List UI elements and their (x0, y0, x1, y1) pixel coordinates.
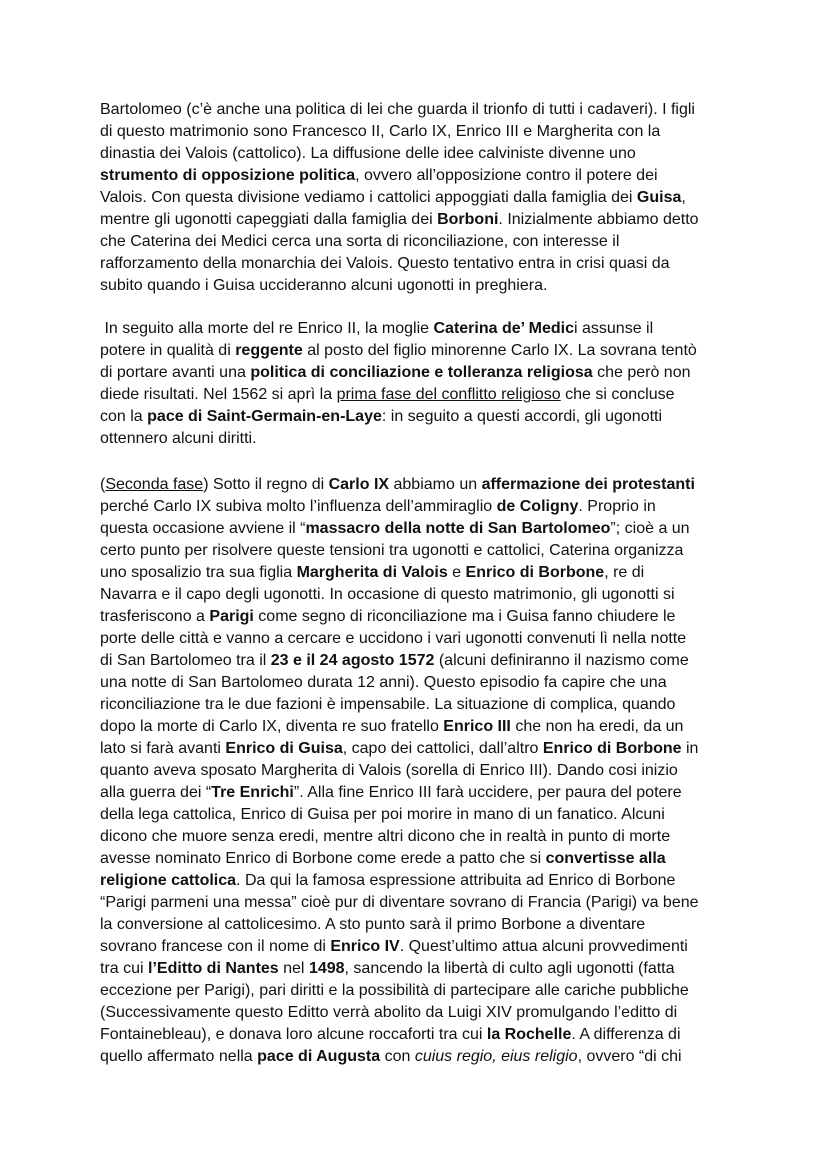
text-line (100, 584, 740, 606)
paragraph-valois-guisa-borboni (100, 99, 740, 297)
text-run: potere in qualità di (100, 342, 236, 359)
text-run: , re di (604, 564, 645, 581)
text-run: quanto aveva sposato Margherita di Valois (sorella di Enrico III). Dando cosi inizio (100, 762, 678, 779)
bold-text: religione cattolica (100, 872, 237, 889)
text-line (100, 738, 740, 760)
text-line (100, 209, 740, 231)
text-line (100, 428, 740, 450)
text-line (100, 1024, 740, 1046)
text-run: eccezione per Parigi), pari diritti e la possibilità di partecipare alle cariche pubbliche (100, 982, 689, 999)
text-run: con la (100, 408, 148, 425)
text-line (100, 1002, 740, 1024)
text-run: i assunse il (574, 320, 654, 337)
text-run: , ovvero “di chi (577, 1048, 682, 1065)
bold-text: reggente (235, 342, 303, 359)
text-run: porte delle città e vanno a cercare e uccidono i vari ugonotti convenuti lì nella notte (100, 630, 687, 647)
text-run: ottennero alcuni diritti. (100, 430, 257, 447)
text-run: con (380, 1048, 415, 1065)
text-run: ) Sotto il regno di (203, 476, 329, 493)
text-line (100, 1046, 740, 1068)
bold-text: Enrico III (443, 718, 511, 735)
text-run: ( (100, 476, 106, 493)
text-run: : in seguito a questi accordi, gli ugonotti (381, 408, 663, 425)
bold-text: Enrico IV (330, 938, 400, 955)
bold-text: 1498 (308, 960, 345, 977)
text-line (100, 782, 740, 804)
text-run: che Caterina dei Medici cerca una sorta di riconciliazione, con interesse il (100, 233, 620, 250)
text-run: nel (278, 960, 309, 977)
text-line (100, 340, 740, 362)
bold-text: Tre Enrichi (211, 784, 294, 801)
text-line (100, 540, 740, 562)
text-run: mentre gli ugonotti capeggiati dalla famiglia dei (100, 211, 438, 228)
text-run: Valois. Con questa divisione vediamo i cattolici appoggiati dalla famiglia dei (100, 189, 637, 206)
text-run: . Quest’ultimo attua alcuni provvedimenti (399, 938, 688, 955)
text-line (100, 318, 740, 340)
text-line (100, 958, 740, 980)
text-run: di questo matrimonio sono Francesco II, Carlo IX, Enrico III e Margherita con la (100, 123, 661, 140)
text-run: quello affermato nella (100, 1048, 258, 1065)
text-line (100, 121, 740, 143)
bold-text: convertisse alla (545, 850, 666, 867)
underlined-text: Seconda fase (105, 476, 204, 493)
text-line (100, 892, 740, 914)
bold-text: la Rochelle (486, 1026, 572, 1043)
text-run: ”; cioè a un (610, 520, 690, 537)
bold-text: politica di conciliazione e tolleranza religiosa (250, 364, 593, 381)
text-line (100, 474, 740, 496)
bold-text: de Coligny (496, 498, 579, 515)
text-run: rafforzamento della monarchia dei Valois. Questo tentativo entra in crisi quasi da (100, 255, 670, 272)
text-run: (Successivamente questo Editto verrà abolito da Luigi XIV promulgando l’editto di (100, 1004, 678, 1021)
text-run: . Inizialmente abbiamo detto (498, 211, 699, 228)
text-run: che però non (592, 364, 691, 381)
text-line (100, 496, 740, 518)
bold-text: Enrico di Borbone (465, 564, 605, 581)
text-line (100, 870, 740, 892)
text-line (100, 716, 740, 738)
text-run: che non ha eredi, da un (510, 718, 684, 735)
text-run: della lega cattolica, Enrico di Guisa per poi morire in mano di un fanatico. Alcuni (100, 806, 665, 823)
text-line (100, 406, 740, 428)
text-line (100, 187, 740, 209)
text-run: subito quando i Guisa uccideranno alcuni ugonotti in preghiera. (100, 277, 548, 294)
text-line (100, 760, 740, 782)
text-run: dinastia dei Valois (cattolico). La diffusione delle idee calviniste divenne uno (100, 145, 636, 162)
text-line (100, 384, 740, 406)
text-run: , (681, 189, 686, 206)
text-line (100, 231, 740, 253)
text-run: e (447, 564, 466, 581)
bold-text: affermazione dei protestanti (481, 476, 695, 493)
bold-text: Margherita di Valois (296, 564, 448, 581)
text-run: tra cui (100, 960, 149, 977)
text-run: . Proprio in (578, 498, 656, 515)
text-run: che si concluse (560, 386, 675, 403)
text-line (100, 143, 740, 165)
text-run: di San Bartolomeo tra il (100, 652, 271, 669)
text-run: ”. Alla fine Enrico III farà uccidere, per paura del potere (293, 784, 682, 801)
text-run: una notte di San Bartolomeo durata 12 anni). Questo episodio fa capire che una (100, 674, 667, 691)
text-line (100, 518, 740, 540)
text-run: avesse nominato Enrico di Borbone come erede a patto che si (100, 850, 546, 867)
text-line (100, 694, 740, 716)
text-run: . A differenza di (571, 1026, 681, 1043)
text-line (100, 275, 740, 297)
text-line (100, 672, 740, 694)
text-run: lato si farà avanti (100, 740, 226, 757)
text-run: . Da qui la famosa espressione attribuita ad Enrico di Borbone (236, 872, 676, 889)
text-line (100, 980, 740, 1002)
bold-text: Parigi (209, 608, 254, 625)
text-line (100, 936, 740, 958)
bold-text: l’Editto di Nantes (148, 960, 279, 977)
text-run: trasferiscono a (100, 608, 210, 625)
text-run: Bartolomeo (c’è anche una politica di lei che guarda il trionfo di tutti i cadaveri). I figli (100, 101, 695, 118)
text-line (100, 165, 740, 187)
text-line (100, 848, 740, 870)
bold-text: strumento di opposizione politica (100, 167, 356, 184)
paragraph-caterina-reggente (100, 318, 740, 450)
text-line (100, 628, 740, 650)
bold-text: Caterina de’ Medic (433, 320, 574, 337)
text-run: al posto del figlio minorenne Carlo IX. La sovrana tentò (302, 342, 697, 359)
underlined-text: prima fase del conflitto religioso (336, 386, 561, 403)
text-run: Navarra e il capo degli ugonotti. In occasione di questo matrimonio, gli ugonotti si (100, 586, 675, 603)
text-run: di portare avanti una (100, 364, 251, 381)
text-line (100, 650, 740, 672)
text-run: (alcuni definiranno il nazismo come (434, 652, 689, 669)
text-run: diede risultati. Nel 1562 si aprì la (100, 386, 337, 403)
text-run: in (681, 740, 699, 757)
bold-text: massacro della notte di San Bartolomeo (305, 520, 611, 537)
text-line (100, 826, 740, 848)
italic-text: cuius regio, eius religio (414, 1048, 578, 1065)
text-run: , capo dei cattolici, dall’altro (342, 740, 543, 757)
text-line (100, 606, 740, 628)
text-run: questa occasione avviene il “ (100, 520, 306, 537)
text-line (100, 562, 740, 584)
text-run: alla guerra dei “ (100, 784, 212, 801)
text-run: perché Carlo IX subiva molto l’influenza dell’ammiraglio (100, 498, 497, 515)
text-run: “Parigi parmeni una messa” cioè pur di diventare sovrano di Francia (Parigi) va bene (100, 894, 699, 911)
text-line (100, 253, 740, 275)
text-line (100, 362, 740, 384)
bold-text: pace di Saint-Germain-en-Laye (147, 408, 382, 425)
text-run: certo punto per risolvere queste tensioni tra ugonotti e cattolici, Caterina organizza (100, 542, 684, 559)
text-run: abbiamo un (389, 476, 482, 493)
paragraph-seconda-fase (100, 474, 740, 1068)
text-line (100, 99, 740, 121)
text-run: Fontainebleau), e donava loro alcune roccaforti tra cui (100, 1026, 487, 1043)
text-run: dicono che muore senza eredi, mentre altri dicono che in realtà in punto di morte (100, 828, 671, 845)
bold-text: Carlo IX (328, 476, 390, 493)
text-run: la conversione al cattolicesimo. A sto punto sarà il primo Borbone a diventare (100, 916, 646, 933)
text-run: , sancendo la libertà di culto agli ugonotti (fatta (344, 960, 675, 977)
text-run: uno sposalizio tra sua figlia (100, 564, 297, 581)
text-run: sovrano francese con il nome di (100, 938, 331, 955)
text-line (100, 914, 740, 936)
text-run: In seguito alla morte del re Enrico II, la moglie (100, 320, 434, 337)
bold-text: 23 e il 24 agosto 1572 (270, 652, 435, 669)
text-run: dopo la morte di Carlo IX, diventa re suo fratello (100, 718, 444, 735)
bold-text: Enrico di Guisa (225, 740, 343, 757)
bold-text: Enrico di Borbone (542, 740, 682, 757)
bold-text: Guisa (636, 189, 682, 206)
text-run: , ovvero all’opposizione contro il potere dei (355, 167, 658, 184)
text-run: riconciliazione tra le due fazioni è impensabile. La situazione di complica, quando (100, 696, 676, 713)
bold-text: pace di Augusta (257, 1048, 381, 1065)
text-run: come segno di riconciliazione ma i Guisa fanno chiudere le (253, 608, 676, 625)
bold-text: Borboni (437, 211, 499, 228)
text-line (100, 804, 740, 826)
